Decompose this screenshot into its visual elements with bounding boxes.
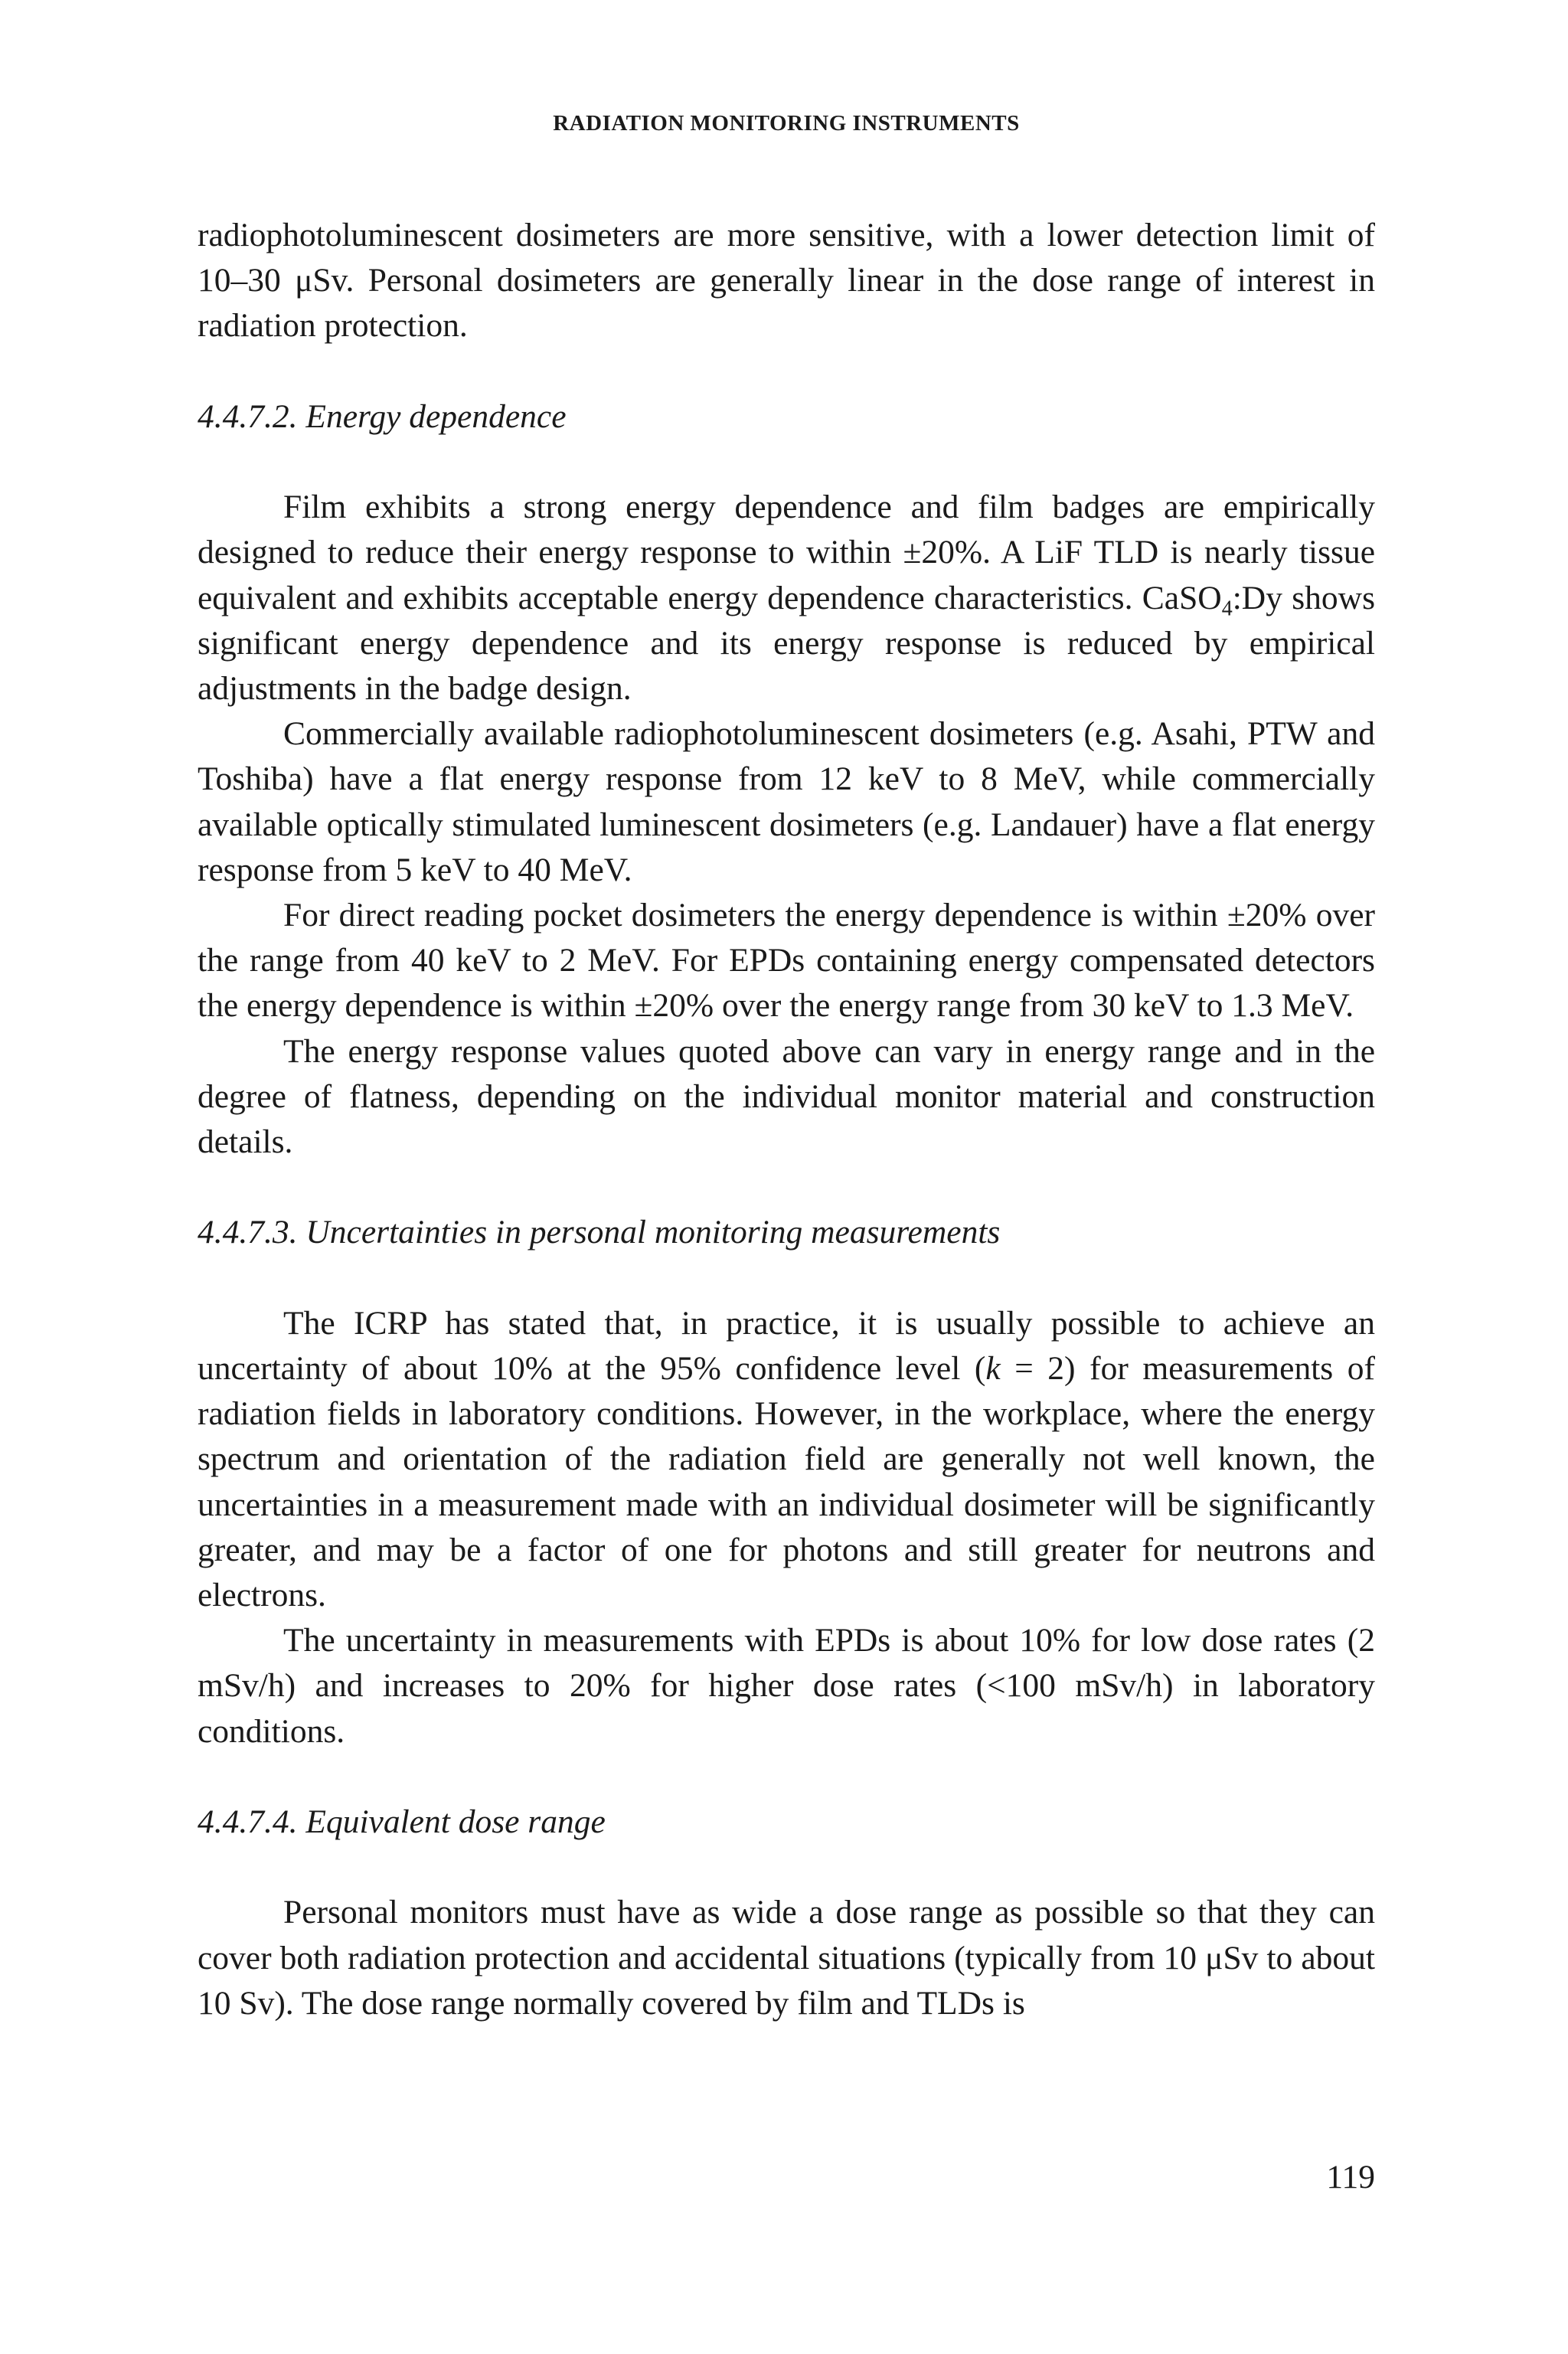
section-heading-uncertainties: 4.4.7.3. Uncertainties in personal monitoring measurements (198, 1214, 1001, 1251)
paragraph-commercial: Commercially available radiophotoluminescent dosimeters (e.g. Asahi, PTW and Toshiba) have a flat energy response from 12 keV to 8 MeV, while commercially available optically stimulated luminescent dosimeters (e.g. Landauer) have a flat energy response from 5 keV to 40 MeV. (198, 715, 1375, 888)
spacer (198, 1256, 1375, 1301)
paragraph-epd-uncertainty: The uncertainty in measurements with EPDs is about 10% for low dose rates (2 mSv/h) and increases to 20% for higher dose rates (<100 mSv/h) in laboratory conditions. (198, 1622, 1375, 1750)
paragraph-icrp (198, 1301, 1375, 1618)
subscript-4: 4 (1221, 596, 1233, 620)
paragraph-film (198, 485, 1375, 711)
spacer (198, 1165, 1375, 1210)
paragraph-pocket-dosimeters: For direct reading pocket dosimeters the energy dependence is within ±20% over the range from 40 keV to 2 MeV. For EPDs containing energy compensated detectors the energy dependence is within ±20% over the energy range from 30 keV to 1.3 MeV. (198, 897, 1375, 1025)
running-head: RADIATION MONITORING INSTRUMENTS (553, 111, 1020, 136)
paragraph-icrp-text-1: The ICRP has stated that, in practice, it is usually possible to achieve an uncertainty of about 10% at the 95% confidence level ( (198, 1304, 1375, 1388)
section-heading-equivalent-dose-range: 4.4.7.4. Equivalent dose range (198, 1803, 606, 1841)
paragraph-energy-response: The energy response values quoted above can vary in energy range and in the degree of flatness, depending on the individual monitor material and construction details. (198, 1032, 1375, 1161)
paragraph-film-text-2: :Dy shows significant energy dependence and its energy response is reduced by empirical adjustments in the badge design. (198, 579, 1375, 707)
section-heading-energy-dependence: 4.4.7.2. Energy dependence (198, 397, 567, 435)
paragraph-film-text-1: Film exhibits a strong energy dependence and film badges are empirically designed to reduce their energy response to within ±20%. A LiF TLD is nearly tissue equivalent and exhibits acceptable energy dependence characteristics. CaSO (198, 489, 1375, 616)
paragraph-intro: radiophotoluminescent dosimeters are more sensitive, with a lower detection limit of 10–30 μSv. Personal dosimeters are generally linear in the dose range of interest in radiation protection. (198, 217, 1375, 345)
document-page (198, 0, 1375, 2354)
spacer (198, 349, 1375, 394)
paragraph-dose-range: Personal monitors must have as wide a dose range as possible so that they can cover both radiation protection and accidental situations (typically from 10 μSv to about 10 Sv). The dose range normally covered by film and TLDs is (198, 1894, 1375, 2022)
italic-k: k (985, 1350, 1001, 1388)
page-number: 119 (1326, 2159, 1375, 2195)
spacer (198, 1754, 1375, 1800)
body-text (198, 213, 1375, 2026)
paragraph-icrp-text-2: = 2) for measurements of radiation fields in laboratory conditions. However, in the workplace, where the energy spectrum and orientation of the radiation field are generally not well known, the uncertainties in a measurement made with an individual dosimeter will be significantly greater, and may be a factor of one for photons and still greater for neutrons and electrons. (198, 1350, 1375, 1614)
spacer (198, 1845, 1375, 1890)
spacer (198, 440, 1375, 485)
